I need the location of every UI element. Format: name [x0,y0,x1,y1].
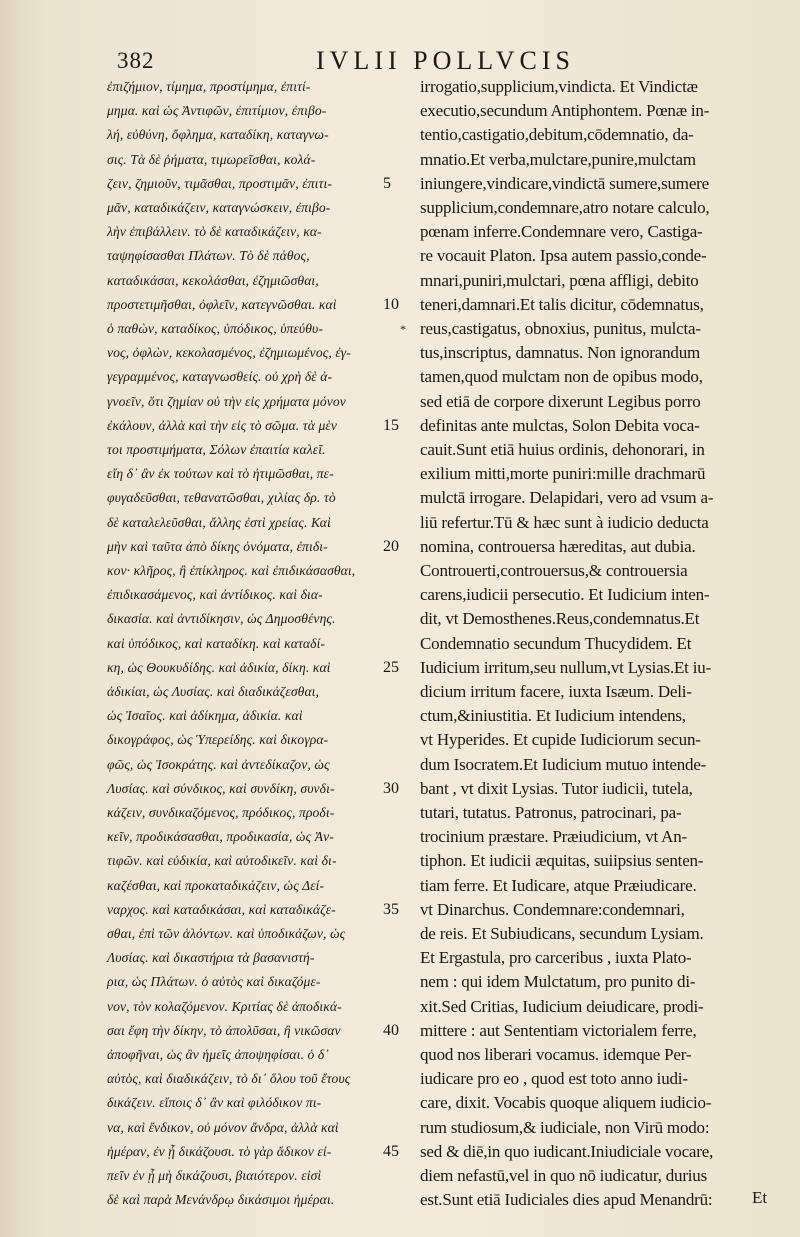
greek-line: ταψηφίσασθαι Πλάτων. Τὸ δὲ πάθος, [107,248,310,264]
latin-line: tamen,quod mulctam non de opibus modo, [420,367,703,387]
greek-line: πεῖν ἐν ᾗ μὴ δικάζουσι, βιαιότερον. εἰσὶ [107,1168,322,1183]
greek-line: σθαι, ἐπὶ τῶν ἁλόντων. καὶ ὑποδικάζων, ὡς [107,926,346,941]
latin-line: dit, vt Demosthenes.Reus,condemnatus.Et [420,609,700,629]
greek-line: ζειν, ζημιοῦν, τιμᾶσθαι, προστιμᾶν, ἐπιτι- [107,175,333,191]
latin-line: mulctā irrogare. Delapidari, vero ad vsum a- [420,488,714,508]
latin-line: irrogatio,supplicium,vindicta. Et Vindictæ [420,77,698,96]
latin-line: est.Sunt etiā Iudiciales dies apud Menandrū: [420,1190,713,1210]
latin-line: Iudicium irritum,seu nullum,vt Lysias.Et iu- [420,657,712,677]
latin-line: mittere : aut Sententiam victorialem ferre, [420,1020,697,1040]
line-number: 25 [383,658,399,676]
latin-line: mnari,puniri,mulctari, pœna affligi, debito [420,270,699,290]
latin-line: sed & diē,in quo iudicant.Iniudiciale vocare, [420,1141,714,1161]
latin-line: teneri,damnari.Et talis dicitur, cōdemnatus, [420,294,704,314]
greek-line: νον, τὸν κολαζόμενον. Κριτίας δὲ ἀποδικά- [107,998,342,1014]
latin-line: de reis. Et Subiudicans, secundum Lysiam. [420,924,704,943]
greek-line: τοι προστιμήματα, Σόλων ἐπαιτία καλεῖ. [107,442,326,457]
greek-line: δικασία. καὶ ἀντιδίκησιν, ὡς Δημοσθένης. [107,611,336,627]
greek-line: ρια, ὡς Πλάτων. ὁ αὐτὸς καὶ δικαζόμε- [107,974,321,990]
latin-line: mnatio.Et verba,mulctare,punire,mulctam [420,149,696,169]
greek-line: λή, εὐθύνη, ὄφλημα, καταδίκη, καταγνω- [107,127,329,143]
latin-line: Condemnatio secundum Thucydidem. Et [420,633,692,653]
greek-line: δικογράφος, ὡς Ὑπερείδης. καὶ δικογρα- [107,732,329,748]
latin-line: definitas ante mulctas, Solon Debita voca- [420,415,700,435]
greek-line: μὴν καὶ ταῦτα ἀπὸ δίκης ὀνόματα, ἐπιδι- [107,538,328,554]
latin-line: Et Ergastula, pro carceribus , iuxta Plato- [420,948,692,968]
greek-line: εἴη δ᾽ ἂν ἐκ τούτων καὶ τὸ ἠτιμῶσθαι, πε- [107,466,334,482]
latin-line: tentio,castigatio,debitum,cōdemnatio, da- [420,125,694,145]
latin-line: trocinium præstare. Præiudicium, vt An- [420,827,688,847]
latin-line: tutari, tutatus. Patronus, patrocinari, pa- [420,803,682,822]
catchword: Et [752,1188,768,1207]
latin-line: re vocauit Platon. Ipsa autem passio,conde- [420,246,707,266]
greek-line: κη, ὡς Θουκυδίδης. καὶ ἀδικία, δίκη. καὶ [107,659,331,675]
latin-line: iniungere,vindicare,vindictā sumere,sumere [420,173,709,193]
latin-line: dicium irritum facere, iuxta Isæum. Deli- [420,682,692,701]
greek-line: ἀποφῆναι, ὡς ἂν ἡμεῖς ἀποψηφίσαι. ὁ δ᾽ [107,1047,329,1062]
latin-line: liū refertur.Tū & hæc sunt à iudicio deducta [420,512,709,532]
greek-line: σις. Τὰ δὲ ῥήματα, τιμωρεῖσθαι, κολά- [107,151,316,167]
greek-line: φῶς, ὡς Ἰσοκράτης. καὶ ἀντεδίκαζον, ὡς [107,756,330,772]
latin-line: diem nefastū,vel in quo nō iudicatur, durius [420,1166,708,1185]
latin-line: nem : qui idem Mulctatum, pro punito di- [420,972,696,992]
latin-line: Controuerti,controuersus,& controuersia [420,561,688,580]
greek-line: λὴν ἐπιβάλλειν. τὸ δὲ καταδικάζειν, κα- [107,224,322,240]
greek-line: ἡμέραν, ἐν ᾗ δικάζουσι. τὸ γὰρ ἄδικον εἰ- [107,1143,332,1159]
greek-line: κεῖν, προδικάσασθαι, προδικασία, ὡς Ἀν- [107,829,334,845]
latin-line: supplicium,condemnare,atro notare calculo, [420,198,710,217]
running-title: IVLII POLLVCIS [316,46,575,75]
line-number: 5 [383,174,391,192]
greek-line: καζέσθαι, καὶ προκαταδικάζειν, ὡς Δεί- [107,877,325,893]
greek-line: καὶ ὑπόδικος, καὶ καταδίκη. καὶ καταδί- [107,635,326,651]
greek-line: καταδικάσαι, κεκολάσθαι, ἐζημιῶσθαι, [107,272,319,288]
latin-line: tus,inscriptus, damnatus. Non ignorandum [420,343,701,363]
line-number: 10 [383,295,399,313]
greek-line: να, καὶ ἔνδικον, οὐ μόνον ἄνδρα, ἀλλὰ καὶ [107,1119,339,1135]
line-number: 40 [383,1021,399,1039]
greek-line: ὁ παθὼν, καταδίκος, ὑπόδικος, ὑπεύθυ- [107,321,324,336]
latin-line: iudicare pro eo , quod est toto anno iudi- [420,1069,688,1089]
latin-line: cauit.Sunt etiā huius ordinis, dehonorari, in [420,440,705,459]
greek-line: ἐπιζήμιον, τίμημα, προστίμημα, ἐπιτί- [107,79,311,94]
greek-line: ὡς Ἰσαῖος. καὶ ἀδίκημα, ἀδικία. καὶ [107,708,303,724]
latin-line: dum Isocratem.Et Iudicium mutuo intende- [420,754,707,774]
latin-line: nomina, controuersa hæreditas, aut dubia. [420,536,696,556]
greek-line: γεγραμμένος, καταγνωσθείς. οὐ χρὴ δὲ ἀ- [107,369,333,385]
greek-line: ἐκάλουν, ἀλλὰ καὶ τὴν εἰς τὸ σῶμα. τὰ μὲν [107,417,337,433]
greek-line: Λυσίας. καὶ σύνδικος, καὶ συνδίκη, συνδι- [107,780,335,796]
line-number: 15 [383,416,399,434]
latin-line: exilium mitti,morte puniri:mille drachmarū [420,464,706,484]
page-number: 382 [117,48,155,73]
greek-line: αὐτὸς, καὶ διαδικάζειν, τὸ δι᾽ ὅλου τοῦ ἔτους [107,1071,351,1087]
greek-line: φυγαδεῦσθαι, τεθανατῶσθαι, χιλίας δρ. τὸ [107,490,336,506]
greek-line: ἐπιδικασάμενος, καὶ ἀντίδικος. καὶ δια- [107,587,323,603]
greek-line: κάζειν, συνδικαζόμενος, πρόδικος, προδι- [107,805,335,820]
greek-line: προστετιμῆσθαι, ὀφλεῖν, κατεγνῶσθαι. καὶ [107,296,337,312]
latin-line: xit.Sed Critias, Iudicium deiudicare, prodi- [420,996,704,1016]
latin-line: sed etiā de corpore dixerunt Legibus porro [420,391,701,411]
line-number: 45 [383,1142,399,1160]
greek-line: μᾶν, καταδικάζειν, καταγνώσκειν, ἐπιβο- [107,200,331,215]
greek-line: δικάζειν. εἴποις δ᾽ ἂν καὶ φιλόδικον πι- [107,1095,322,1111]
margin-mark: * [400,322,406,336]
greek-line: μημα. καὶ ὡς Ἀντιφῶν, ἐπιτίμιον, ἐπιβο- [107,103,327,119]
latin-line: vt Hyperides. Et cupide Iudiciorum secun- [420,730,701,750]
latin-line: pœnam inferre.Condemnare vero, Castiga- [420,222,703,242]
latin-line: carens,iudicii persecutio. Et Iudicium inten- [420,585,710,605]
latin-line: executio,secundum Antiphontem. Pœnæ in- [420,101,710,121]
latin-line: quod nos liberari vocamus. idemque Per- [420,1045,692,1064]
latin-line: tiphon. Et iudicii æquitas, suiipsius senten- [420,851,704,871]
line-number: 35 [383,900,399,918]
greek-line: γνοεῖν, ὅτι ζημίαν οὐ τὴν εἰς χρήματα μόνον [107,393,346,409]
greek-line: ἀδικίαι, ὡς Λυσίας. καὶ διαδικάζεσθαι, [107,684,320,699]
latin-line: bant , vt dixit Lysias. Tutor iudicii, tutela, [420,778,693,798]
greek-line: δὲ καὶ παρὰ Μενάνδρῳ δικάσιμοι ἡμέραι. [107,1192,335,1208]
greek-line: Λυσίας. καὶ δικαστήρια τὰ βασανιστή- [107,950,315,966]
latin-line: vt Dinarchus. Condemnare:condemnari, [420,899,685,919]
line-number: 30 [383,779,399,797]
latin-line: tiam ferre. Et Iudicare, atque Præiudicare. [420,875,697,895]
greek-line: τιφῶν. καὶ εὐδικία, καὶ αὐτοδικεῖν. καὶ δι- [107,853,337,869]
latin-line: rum studiosum,& iudiciale, non Virū modo: [420,1117,710,1137]
greek-line: σαι ἔφη τὴν δίκην, τὸ ἀπολῦσαι, ἢ νικῶσαν [107,1022,341,1038]
line-number: 20 [383,537,399,555]
greek-line: κον· κλῆρος, ἢ ἐπίκληρος. καὶ ἐπιδικάσασθαι, [107,563,356,578]
greek-line: ναρχος. καὶ καταδικάσαι, καὶ καταδικάζε- [107,901,336,917]
latin-line: ctum,&iniustitia. Et Iudicium intendens, [420,706,686,726]
latin-line: reus,castigatus, obnoxius, punitus, mulcta- [420,319,701,338]
greek-line: δὲ καταλελεῦσθαι, ἄλλης ἐστὶ χρείας. Καὶ [107,514,331,530]
latin-line: care, dixit. Vocabis quoque aliquem iudicio- [420,1093,712,1113]
greek-line: νος, ὀφλὼν, κεκολασμένος, ἐζημιωμένος, ἐγ- [107,345,351,361]
